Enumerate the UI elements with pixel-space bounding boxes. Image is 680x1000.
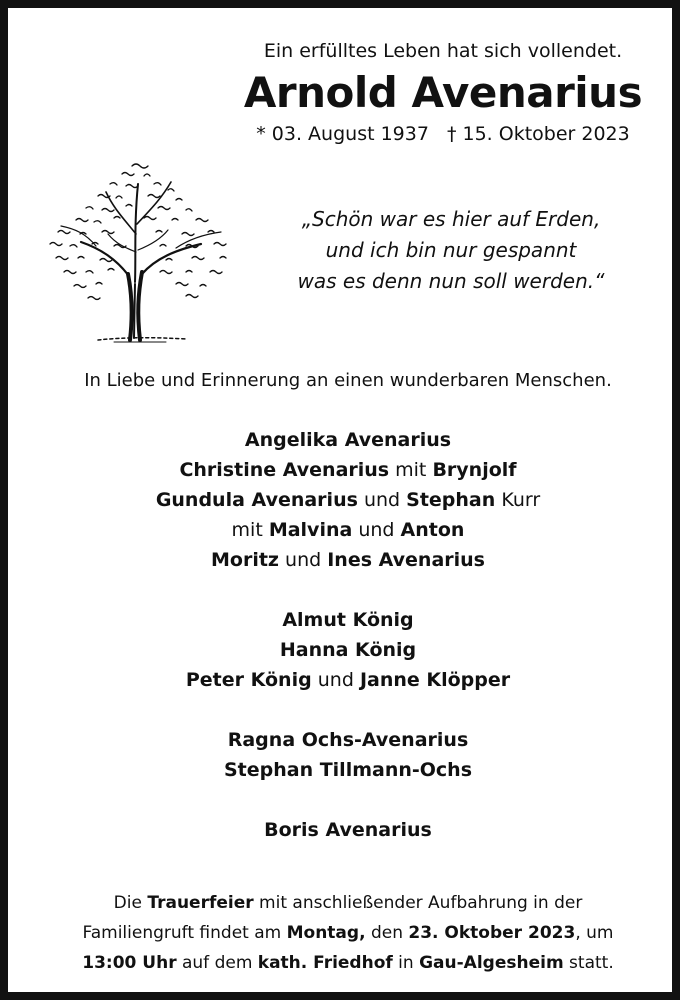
notice-venue: kath. Friedhof (257, 953, 393, 973)
connector: mit (231, 519, 269, 541)
mourner-name: Peter König (185, 669, 312, 691)
mourner-line (28, 635, 668, 665)
mourner-name: Moritz (211, 549, 279, 571)
quote-line-1: „Schön war es hier auf Erden, (301, 207, 601, 231)
mourner-name: Hanna König (279, 639, 417, 661)
mourner-name: Anton (400, 519, 465, 541)
connector: und (311, 669, 360, 691)
connector: mit (389, 459, 433, 481)
mourner-name: Brynjolf (432, 459, 517, 481)
life-dates (238, 120, 648, 148)
notice-text: auf dem (176, 953, 258, 973)
notice-place: Gau-Algesheim (419, 953, 564, 973)
notice-time: 13:00 Uhr (82, 953, 177, 973)
notice-date: 23. Oktober 2023 (408, 923, 576, 943)
mourner-line (28, 755, 668, 785)
tree-icon (36, 154, 240, 346)
quote-line-2: und ich bin nur gespannt (325, 238, 577, 262)
notice-line (28, 918, 668, 948)
connector: und (278, 549, 328, 571)
mourner-line (28, 515, 668, 545)
mourner-line (28, 425, 668, 455)
mourner-name: Almut König (282, 609, 414, 631)
mourner-line (28, 485, 668, 515)
death-date: † 15. Oktober 2023 (446, 123, 630, 145)
notice-text: Familiengruft findet am (82, 923, 287, 943)
notice-text: statt. (563, 953, 614, 973)
mourner-line (28, 665, 668, 695)
birth-date: * 03. August 1937 (256, 123, 429, 145)
notice-text: den (365, 923, 409, 943)
mourners-list (28, 425, 668, 845)
intro-text: In Liebe und Erinnerung an einen wunderbaren Menschen. (84, 370, 612, 391)
header (238, 36, 648, 148)
mourner-line (28, 545, 668, 575)
notice-line (28, 948, 668, 978)
mourner-line (28, 605, 668, 635)
mourner-name: Stephan (406, 489, 496, 511)
notice-text: , um (575, 923, 614, 943)
deceased-name: Arnold Avenarius (243, 68, 643, 117)
mourner-name: Malvina (268, 519, 353, 541)
connector: und (357, 489, 407, 511)
notice-day: Montag, (286, 923, 366, 943)
notice-emphasis: Trauerfeier (147, 893, 254, 913)
mourner-name: Ragna Ochs-Avenarius (227, 729, 469, 751)
mourner-name: Christine Avenarius (179, 459, 390, 481)
connector: und (352, 519, 401, 541)
notice-text: Die (113, 893, 148, 913)
mourner-line (28, 815, 668, 845)
mourner-name: Angelika Avenarius (244, 429, 452, 451)
mourner-name: Gundula Avenarius (155, 489, 358, 511)
mourner-name: Ines Avenarius (327, 549, 485, 571)
quote (256, 204, 646, 297)
tagline: Ein erfülltes Leben hat sich vollendet. (263, 40, 623, 62)
mourner-line (28, 725, 668, 755)
notice-line (28, 888, 668, 918)
mourner-name: Stephan Tillmann-Ochs (223, 759, 473, 781)
mourner-line (28, 455, 668, 485)
notice-text: mit anschließender Aufbahrung in der (253, 893, 583, 913)
quote-line-3: was es denn nun soll werden.“ (297, 269, 605, 293)
mourner-name: Boris Avenarius (264, 819, 432, 841)
mourner-name: Janne Klöpper (359, 669, 511, 691)
mourner-surname: Kurr (495, 489, 541, 511)
funeral-notice (28, 888, 668, 978)
notice-text: in (392, 953, 420, 973)
